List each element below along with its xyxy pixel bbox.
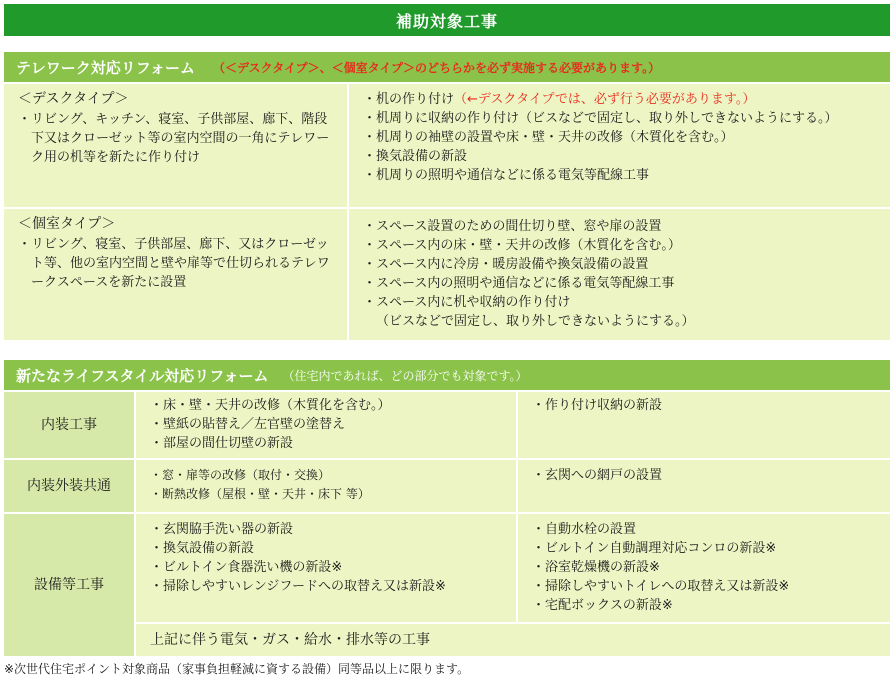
interior-work-item: ・ 作り付け収納の新設 xyxy=(532,396,882,415)
room-works-cell xyxy=(349,209,890,340)
footnote: ※次世代住宅ポイント対象商品（家事負担軽減に資する設備）同等品以上に限ります。 xyxy=(4,662,470,676)
equipment-work-item: ・ ビルトイン自動調理対応コンロの新設※ xyxy=(532,539,882,558)
desk-type-cell xyxy=(4,84,347,207)
room-type-cell xyxy=(4,209,347,340)
row-label-equipment: 設備等工事 xyxy=(4,514,134,656)
equipment-work-item: ・ ビルトイン食器洗い機の新設※ xyxy=(150,558,508,577)
common-work-item: ・ 断熱改修（屋根・壁・天井・床下 等） xyxy=(150,485,508,504)
equipment-work-item: ・ 掃除しやすいレンジフードへの取替え又は新設※ xyxy=(150,577,508,596)
lifestyle-heading: 新たなライフスタイル対応リフォーム xyxy=(16,366,269,385)
equipment-work-item: ・ 掃除しやすいトイレへの取替え又は新設※ xyxy=(532,577,882,596)
telework-heading: テレワーク対応リフォーム xyxy=(16,58,195,77)
desk-type-description: ・ リビング、キッチン、寝室、子供部屋、廊下、階段下又はクローゼット等の室内空間の一角にテレワーク用の机等を新たに作り付け xyxy=(18,110,339,167)
desk-works-list xyxy=(363,90,880,185)
telework-section-header xyxy=(4,52,890,82)
desk-type-label: ＜デスクタイプ＞ xyxy=(18,91,129,107)
accompanying-works: 上記に伴う電気・ガス・給水・排水等の工事 xyxy=(136,624,890,656)
interior-work-item: ・ 部屋の間仕切壁の新設 xyxy=(150,434,508,453)
desk-works-cell xyxy=(349,84,890,207)
interior-left-cell xyxy=(136,392,516,458)
equipment-work-item: ・ 宅配ボックスの新設※ xyxy=(532,596,882,615)
equipment-work-item: ・ 浴室乾燥機の新設※ xyxy=(532,558,882,577)
desk-required-note: （←デスクタイプでは、必ず行う必要があります。） xyxy=(454,92,756,107)
interior-work-item: ・ 壁紙の貼替え／左官壁の塗替え xyxy=(150,415,508,434)
common-work-item: ・ 玄関への網戸の設置 xyxy=(532,466,882,485)
equipment-work-item: ・ 自動水栓の設置 xyxy=(532,520,882,539)
equipment-work-item: ・ 換気設備の新設 xyxy=(150,539,508,558)
equipment-left-cell xyxy=(136,514,516,622)
desk-work-item: ・ 机の作り付け（←デスクタイプでは、必ず行う必要があります。） xyxy=(363,90,880,109)
common-work-item: ・ 窓・扉等の改修（取付・交換） xyxy=(150,466,508,485)
room-work-item: ・ スペース内の照明や通信などに係る電気等配線工事 xyxy=(363,274,880,293)
interior-right-cell xyxy=(518,392,890,458)
desk-work-item: ・ 机周りの照明や通信などに係る電気等配線工事 xyxy=(363,166,880,185)
room-works-list xyxy=(363,217,880,312)
desk-work-item: ・ 机周りに収納の作り付け（ビスなどで固定し、取り外しできないようにする。） xyxy=(363,109,880,128)
room-works-extra: （ビスなどで固定し、取り外しできないようにする。） xyxy=(376,314,695,329)
equipment-right-cell xyxy=(518,514,890,622)
desk-work-item: ・ 机周りの袖壁の設置や床・壁・天井の改修（木質化を含む。） xyxy=(363,128,880,147)
common-left-cell xyxy=(136,460,516,512)
room-work-item: ・ スペース内に冷房・暖房設備や換気設備の設置 xyxy=(363,255,880,274)
room-work-item: ・ スペース内に机や収納の作り付け xyxy=(363,293,880,312)
row-label-interior: 内装工事 xyxy=(4,392,134,458)
row-label-common: 内装外装共通 xyxy=(4,460,134,512)
interior-work-item: ・ 床・壁・天井の改修（木質化を含む。） xyxy=(150,396,508,415)
equipment-work-item: ・ 玄関脇手洗い器の新設 xyxy=(150,520,508,539)
common-right-cell xyxy=(518,460,890,512)
lifestyle-note: （住宅内であれば、どの部分でも対象です。） xyxy=(282,368,528,383)
room-work-item: ・ スペース設置のための間仕切り壁、窓や扉の設置 xyxy=(363,217,880,236)
room-work-item: ・ スペース内の床・壁・天井の改修（木質化を含む。） xyxy=(363,236,880,255)
lifestyle-section-header xyxy=(4,360,890,390)
room-type-label: ＜個室タイプ＞ xyxy=(18,216,116,232)
telework-note: （＜デスクタイプ＞、＜個室タイプ＞のどちらかを必ず実施する必要があります。） xyxy=(212,60,661,75)
page-title: 補助対象工事 xyxy=(4,4,890,36)
room-type-description: ・ リビング、寝室、子供部屋、廊下、又はクローゼット等、他の室内空間と壁や扉等で仕切られるテレワークスペースを新たに設置 xyxy=(18,235,339,292)
desk-work-item: ・ 換気設備の新設 xyxy=(363,147,880,166)
